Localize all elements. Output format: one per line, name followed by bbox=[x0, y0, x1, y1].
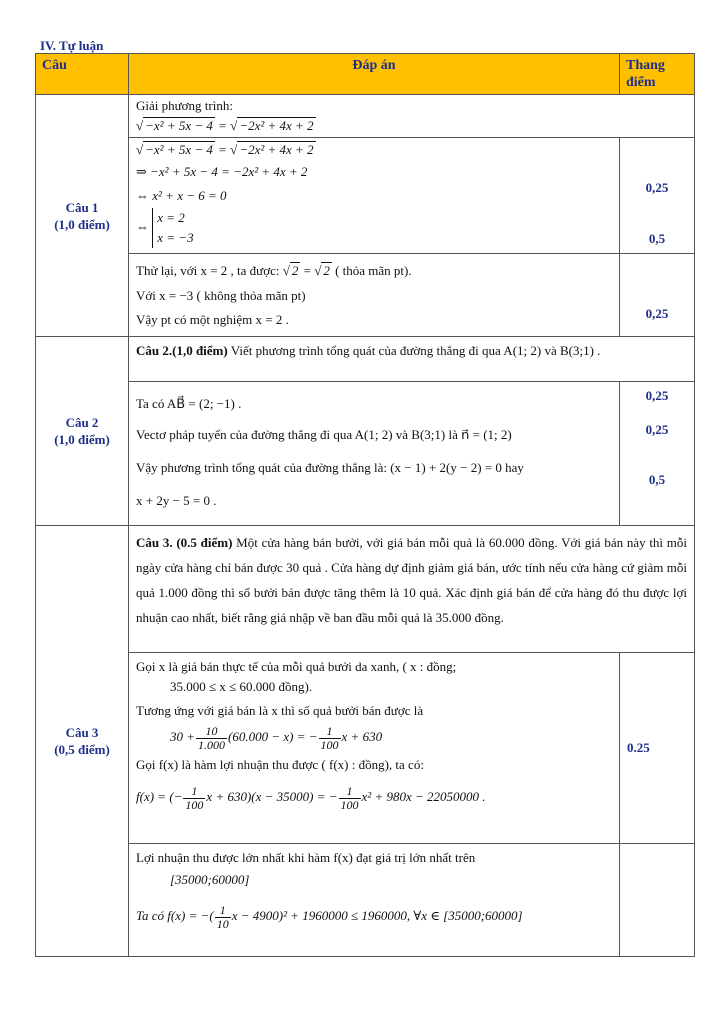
q3-a3: Tương ứng với giá bán là x thì số quả bưởi bán được là bbox=[136, 703, 424, 718]
q3-points-empty bbox=[620, 844, 695, 957]
q2-title-bold: Câu 2.(1,0 điểm) bbox=[136, 343, 228, 358]
q3-b1: Lợi nhuận thu được lớn nhất khi hàm f(x) đạt giá trị lớn nhất trên bbox=[136, 850, 476, 865]
q2-line3: Vậy phương trình tổng quát của đường thẳng là: (x − 1) + 2(y − 2) = 0 hay bbox=[136, 460, 524, 475]
table-row bbox=[36, 95, 695, 138]
answer-table bbox=[35, 53, 695, 957]
q3-solution-a bbox=[129, 653, 620, 844]
q3-a4: 30 + $\frac{10}{1.000}$ (60.000 − x) = − $\frac{1}{100}$ x + 630 bbox=[170, 723, 383, 752]
q1-problem bbox=[129, 95, 695, 138]
q2-label: Câu 2 bbox=[65, 415, 99, 430]
q3-title: Một cửa hàng bán bưởi, với giá bán mỗi quả là 60.000 đồng. Với giá bán này thì mỗi ngày cửa hàng chỉ bán được 30 quả . Cửa hàng dự định giảm giá bán, ước tính nếu cửa hàng cứ giảm mỗi quả 1.000 đồng thì số bưởi bán được tăng thêm là 10 quả. Xác định giá bán để cửa hàng đó thu được lợi nhuận cao nhất, biết rằng giá nhập về ban đầu mỗi quả là 35.000 đồng. bbox=[136, 535, 688, 625]
q2-points: 0,25 0,25 0,5 bbox=[620, 382, 695, 526]
q2-line2: Vectơ pháp tuyến của đường thẳng đi qua A(1; 2) và B(3;1) là n⃗ = (1; 2) bbox=[136, 427, 512, 442]
q3-a6: f(x) = (− $\frac{1}{100}$ x + 630)(x − 35000) = − $\frac{1}{100}$ x² + 980x − 22050000 . bbox=[136, 783, 486, 812]
q1-label-cell bbox=[36, 95, 129, 337]
q3-a5: Gọi f(x) là hàm lợi nhuận thu được ( f(x) : đồng), ta có: bbox=[136, 757, 424, 772]
q2-title: Viết phương trình tổng quát của đường thẳng đi qua A(1; 2) và B(3;1) . bbox=[227, 343, 601, 358]
table-row bbox=[36, 382, 695, 526]
q3-a1: Gọi x là giá bán thực tế của mỗi quả bưởi da xanh, ( x : đồng; bbox=[136, 659, 457, 674]
q3-points: 0.25 bbox=[620, 653, 695, 844]
q2-problem bbox=[129, 337, 695, 382]
table-row bbox=[36, 337, 695, 382]
q1-score: (1,0 điểm) bbox=[54, 216, 110, 232]
q1-check bbox=[129, 254, 620, 337]
q1-points-2: 0,25 bbox=[620, 254, 695, 337]
q1-label: Câu 1 bbox=[65, 199, 99, 215]
header-points: Thang điểm bbox=[620, 54, 695, 95]
q1-points-1: 0,25 0,5 bbox=[620, 138, 695, 254]
table-row bbox=[36, 526, 695, 653]
header-answer: Đáp án bbox=[129, 54, 620, 95]
q3-b3: Ta có f(x) = −( $\frac{1}{10}$ x − 4900)² + 1960000 ≤ 1960000, ∀x ∈ [35000;60000] bbox=[136, 902, 523, 931]
table-row bbox=[36, 138, 695, 254]
q3-a2: 35.000 ≤ x ≤ 60.000 đồng). bbox=[170, 679, 313, 694]
q3-solution-b bbox=[129, 844, 620, 957]
q1-conclusion: Vậy pt có một nghiệm x = 2 . bbox=[136, 312, 289, 327]
q2-label-cell bbox=[36, 337, 129, 526]
q1-check1: Thử lại, với x = 2 , ta được: √ 2 = √ 2 ( thỏa mãn pt). bbox=[136, 263, 412, 278]
table-row bbox=[36, 844, 695, 957]
table-row bbox=[36, 254, 695, 337]
q1-equation-repeat: √ −x² + 5x − 4 = √ −2x² + 4x + 2 bbox=[136, 142, 314, 157]
q3-b2: [35000;60000] bbox=[170, 872, 250, 887]
q3-label: Câu 3 bbox=[65, 725, 99, 740]
q2-solution bbox=[129, 382, 620, 526]
header-question: Câu bbox=[36, 54, 129, 95]
q2-line1: Ta có AB⃗ = (2; −1) . bbox=[136, 396, 242, 411]
q1-step1: ⇒ −x² + 5x − 4 = −2x² + 4x + 2 bbox=[136, 164, 308, 179]
q1-step2: ⇔ x² + x − 6 = 0 bbox=[136, 188, 227, 203]
table-header bbox=[36, 54, 695, 95]
q2-score: (1,0 điểm) bbox=[54, 432, 110, 447]
q2-line4: x + 2y − 5 = 0 . bbox=[136, 493, 217, 508]
q3-problem bbox=[129, 526, 695, 653]
q1-prompt: Giải phương trình: bbox=[136, 98, 233, 113]
table-row bbox=[36, 653, 695, 844]
q1-solution bbox=[129, 138, 620, 254]
q3-score: (0,5 điểm) bbox=[54, 742, 110, 757]
q3-label-cell bbox=[36, 526, 129, 957]
q1-roots: ⇔ x = 2 x = −3 bbox=[136, 208, 612, 248]
q3-title-bold: Câu 3. (0.5 điểm) bbox=[136, 535, 233, 550]
q1-check2: Với x = −3 ( không thỏa mãn pt) bbox=[136, 288, 306, 303]
q1-equation: √ −x² + 5x − 4 = √ −2x² + 4x + 2 bbox=[136, 118, 314, 133]
section-title: IV. Tự luận bbox=[40, 38, 104, 53]
